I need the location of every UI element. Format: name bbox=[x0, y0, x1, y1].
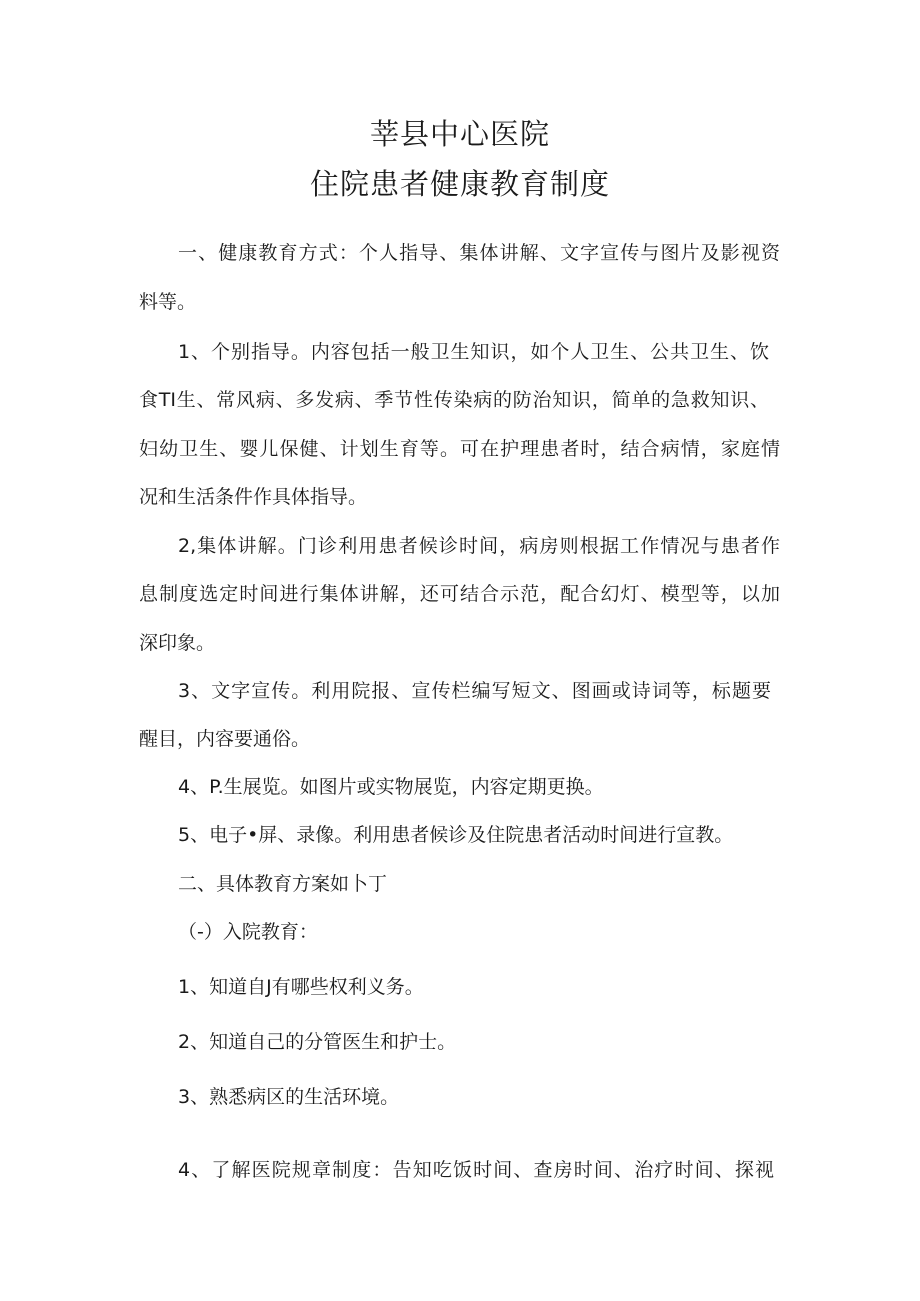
paragraph-2-line-4: 况和生活条件作具体指导。 bbox=[139, 486, 368, 508]
subsection-1-heading: （-）入院教育： bbox=[178, 921, 318, 943]
section-2-heading: 二、具体教育方案如卜丁 bbox=[178, 873, 388, 895]
list-item-2: 2、知道自己的分管医生和护士。 bbox=[178, 1031, 457, 1053]
paragraph-4-line-1: 3、文字宣传。利用院报、宣传栏编写短文、图画或诗词等，标题要 bbox=[178, 680, 771, 702]
paragraph-4-line-2: 醒目，内容要通俗。 bbox=[139, 728, 311, 750]
paragraph-1-line-2: 料等。 bbox=[139, 291, 197, 313]
document-title: 住院患者健康教育制度 bbox=[309, 167, 610, 201]
paragraph-6-line-1: 5、电子•屏、录像。利用患者候诊及住院患者活动时间进行宣教。 bbox=[178, 824, 734, 846]
paragraph-1-line-1: 一、健康教育方式：个人指导、集体讲解、文字宣传与图片及影视资 bbox=[178, 242, 780, 264]
list-item-1: 1、知道自J有哪些权利义务。 bbox=[178, 976, 424, 998]
paragraph-2-line-1: 1、个别指导。内容包括一般卫生知识，如个人卫生、公共卫生、饮 bbox=[178, 341, 769, 363]
paragraph-5-line-1: 4、P.生展览。如图片或实物展览，内容定期更换。 bbox=[178, 776, 604, 798]
hospital-name-title: 莘县中心医院 bbox=[369, 117, 550, 151]
paragraph-2-line-2: 食TI生、常风病、多发病、季节性传染病的防治知识，简单的急救知识、 bbox=[139, 389, 769, 411]
paragraph-3-line-2: 息制度选定时间进行集体讲解，还可结合示范，配合幻灯、模型等，以加 bbox=[139, 583, 780, 605]
list-item-4: 4、了解医院规章制度：告知吃饭时间、查房时间、治疗时间、探视 bbox=[178, 1159, 774, 1181]
paragraph-3-line-1: 2,集体讲解。门诊利用患者候诊时间，病房则根据工作情况与患者作 bbox=[178, 535, 780, 557]
list-item-3: 3、熟悉病区的生活环境。 bbox=[178, 1086, 400, 1108]
paragraph-3-line-3: 深印象。 bbox=[139, 632, 216, 654]
paragraph-2-line-3: 妇幼卫生、婴儿保健、计划生育等。可在护理患者时，结合病情，家庭情 bbox=[139, 438, 780, 460]
